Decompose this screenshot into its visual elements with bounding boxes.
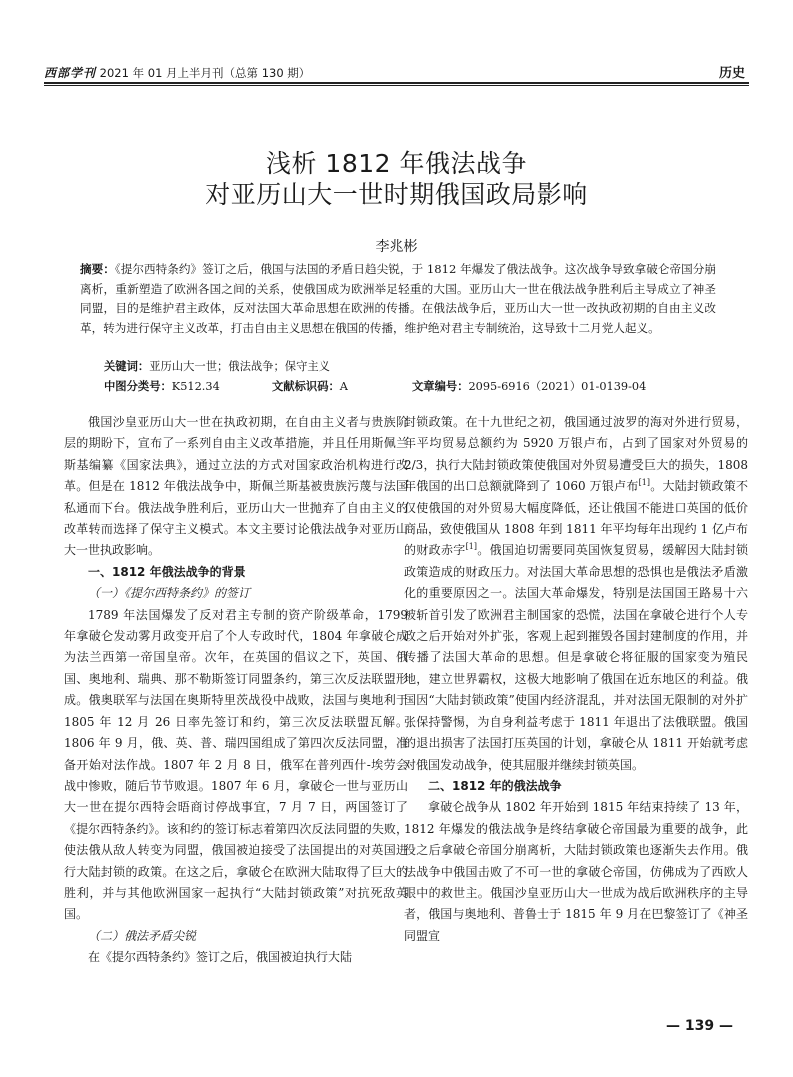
subsection-heading-1-2: （二）俄法矛盾尖锐 xyxy=(88,928,197,943)
paragraph-2-part-a: 封锁政策。在十九世纪之初，俄国通过波罗的海对外进行贸易，年平均贸易总额约为 5920 万银卢布，占到了国家对外贸易的 2/3，执行大陆封锁政策使俄国对外贸易遭受巨大的损失，1808 年俄国的出口总额就降到了 1060 万银卢布 xyxy=(404,415,748,494)
journal-issue: 2021 年 01 月上半月刊（总第 130 期） xyxy=(99,66,311,80)
header-rule-thin xyxy=(44,85,749,86)
keywords-label: 关键词： xyxy=(104,360,150,373)
paragraph-2-part-c: 。俄国迫切需要同英国恢复贸易，缓解因大陆封锁政策造成的财政压力。对法国大革命思想的恐惧也是俄法矛盾激化的重要原因之一。法国大革命爆发，特别是法国国王路易十六被斩首引发了欧洲君主制国家的恐慌，法国在拿破仑进行个人专政之后开始对外扩张，客观上起到摧毁各国封建制度的作用，并传播了法国大革命的思想。但是拿破仑将征服的国家变为殖民地，建立世界霸权，这极大地影响了俄国在近东地区的利益。俄国因“大陆封锁政策”使国内经济混乱，并对法国无限制的对外扩张保持警惕，为自身利益考虑于 1811 年退出了法俄联盟。俄国的退出损害了法国打压英国的计划，拿破仑从 1811 开始就考虑对俄国发动战争，使其屈服并继续封锁英国。 xyxy=(404,543,748,772)
clc-text: K512.34 xyxy=(171,380,220,393)
paragraph-2-part-b: 。大陆封锁政策不仅使俄国的对外贸易大幅度降低，还让俄国不能进口英国的低价商品，致使俄国从 1808 年到 1811 年平均每年出现约 1 亿卢布的财政赤字 xyxy=(404,479,748,558)
doccode-text: A xyxy=(339,380,348,393)
clc-label: 中图分类号： xyxy=(104,380,172,393)
body-column-right xyxy=(404,412,748,947)
doccode-label: 文献标识码： xyxy=(272,380,340,393)
citation-ref-1: [1] xyxy=(638,478,650,488)
article-title-line2: 对亚历山大一世时期俄国政局影响 xyxy=(205,180,588,209)
paragraph-2-continued xyxy=(404,412,748,776)
clc-number xyxy=(104,378,220,394)
header-rule xyxy=(44,82,749,84)
journal-header xyxy=(44,64,310,81)
paragraph-2-start: 在《提尔西特条约》签订之后，俄国被迫执行大陆 xyxy=(88,950,353,965)
paragraph-3: 拿破仑战争从 1802 年开始到 1815 年结束持续了 13 年，1812 年爆发的俄法战争是终结拿破仑帝国最为重要的战争，此役之后拿破仑帝国分崩离析，大陆封锁政策也逐渐失去作用。俄法战争中俄国击败了不可一世的拿破仑帝国，仿佛成为了西欧人眼中的救世主。俄国沙皇亚历山大一世成为战后欧洲秩序的主导者，俄国与奥地利、普鲁士于 1815 年 9 月在巴黎签订了《神圣同盟宣 xyxy=(404,800,748,943)
section-heading-1: 一、1812 年俄法战争的背景 xyxy=(88,564,246,579)
articleno-label: 文章编号： xyxy=(412,380,469,393)
paragraph-1: 1789 年法国爆发了反对君主专制的资产阶级革命，1799 年拿破仑发动雾月政变开启了个人专政时代，1804 年拿破仑成为法兰西第一帝国皇帝。次年，在英国的倡议之下，英国、俄国、奥地利、瑞典、那不勒斯签订同盟条约，第三次反法联盟形成。俄奥联军与法国在奥斯特里茨战役中战败，法国与奥地利于 1805 年 12 月 26 日率先签订和约，第三次反法联盟瓦解。1806 年 9 月，俄、英、普、瑞四国组成了第四次反法同盟，准备开始对法作战。1807 年 2 月 8 日，俄军在普列西什-埃劳会战中惨败，随后节节败退。1807 年 6 月，拿破仑一世与亚历山大一世在提尔西特会晤商讨停战事宜，7 月 7 日，两国签订了《提尔西特条约》。该和约的签订标志着第四次反法同盟的失败，使法俄从敌人转变为同盟，俄国被迫接受了法国提出的对英国进行大陆封锁的政策。在这之后，拿破仑在欧洲大陆取得了巨大的胜利，并与其他欧洲国家一起执行“大陆封锁政策”对抗死敌英国。 xyxy=(64,607,408,922)
author-name: 李兆彬 xyxy=(375,239,418,255)
page-number: — 139 — xyxy=(666,1018,733,1034)
document-code xyxy=(272,378,348,394)
section-label: 历史 xyxy=(718,66,745,81)
article-number xyxy=(412,378,646,394)
keywords-text: 亚历山大一世；俄法战争；保守主义 xyxy=(149,360,330,373)
citation-ref-2: [1] xyxy=(465,542,477,552)
intro-paragraph: 俄国沙皇亚历山大一世在执政初期，在自由主义者与贵族阶层的期盼下，宣布了一系列自由主义改革措施，并且任用斯佩兰斯基编纂《国家法典》，通过立法的方式对国家政治机构进行改革。但是在 1812 年俄法战争中，斯佩兰斯基被贵族污蔑与法国私通而下台。俄法战争胜利后，亚历山大一世抛弃了自由主义的改革转而选择了保守主义模式。本文主要讨论俄法战争对亚历山大一世执政影响。 xyxy=(64,415,408,558)
body-column-left xyxy=(64,412,408,969)
abstract-label: 摘要： xyxy=(80,262,115,276)
abstract xyxy=(80,260,716,338)
keywords xyxy=(104,358,330,374)
abstract-text: 《提尔西特条约》签订之后，俄国与法国的矛盾日趋尖锐，于 1812 年爆发了俄法战争。这次战争导致拿破仑帝国分崩离析，重新塑造了欧洲各国之间的关系，使俄国成为欧洲举足轻重的大国。亚历山大一世在俄法战争胜利后主导成立了神圣同盟，目的是维护君主政体，反对法国大革命思想在欧洲的传播。在俄法战争后，亚历山大一世一改执政初期的自由主义改革，转为进行保守主义改革，打击自由主义思想在俄国的传播，维护绝对君主专制统治，这导致十二月党人起义。 xyxy=(80,262,716,335)
subsection-heading-1-1: （一）《提尔西特条约》的签订 xyxy=(88,586,251,601)
section-heading-2: 二、1812 年的俄法战争 xyxy=(428,778,562,793)
articleno-text: 2095-6916（2021）01-0139-04 xyxy=(468,380,647,393)
article-title-line1: 浅析 1812 年俄法战争 xyxy=(265,149,528,178)
journal-brand: 西部学刊 xyxy=(44,66,97,80)
